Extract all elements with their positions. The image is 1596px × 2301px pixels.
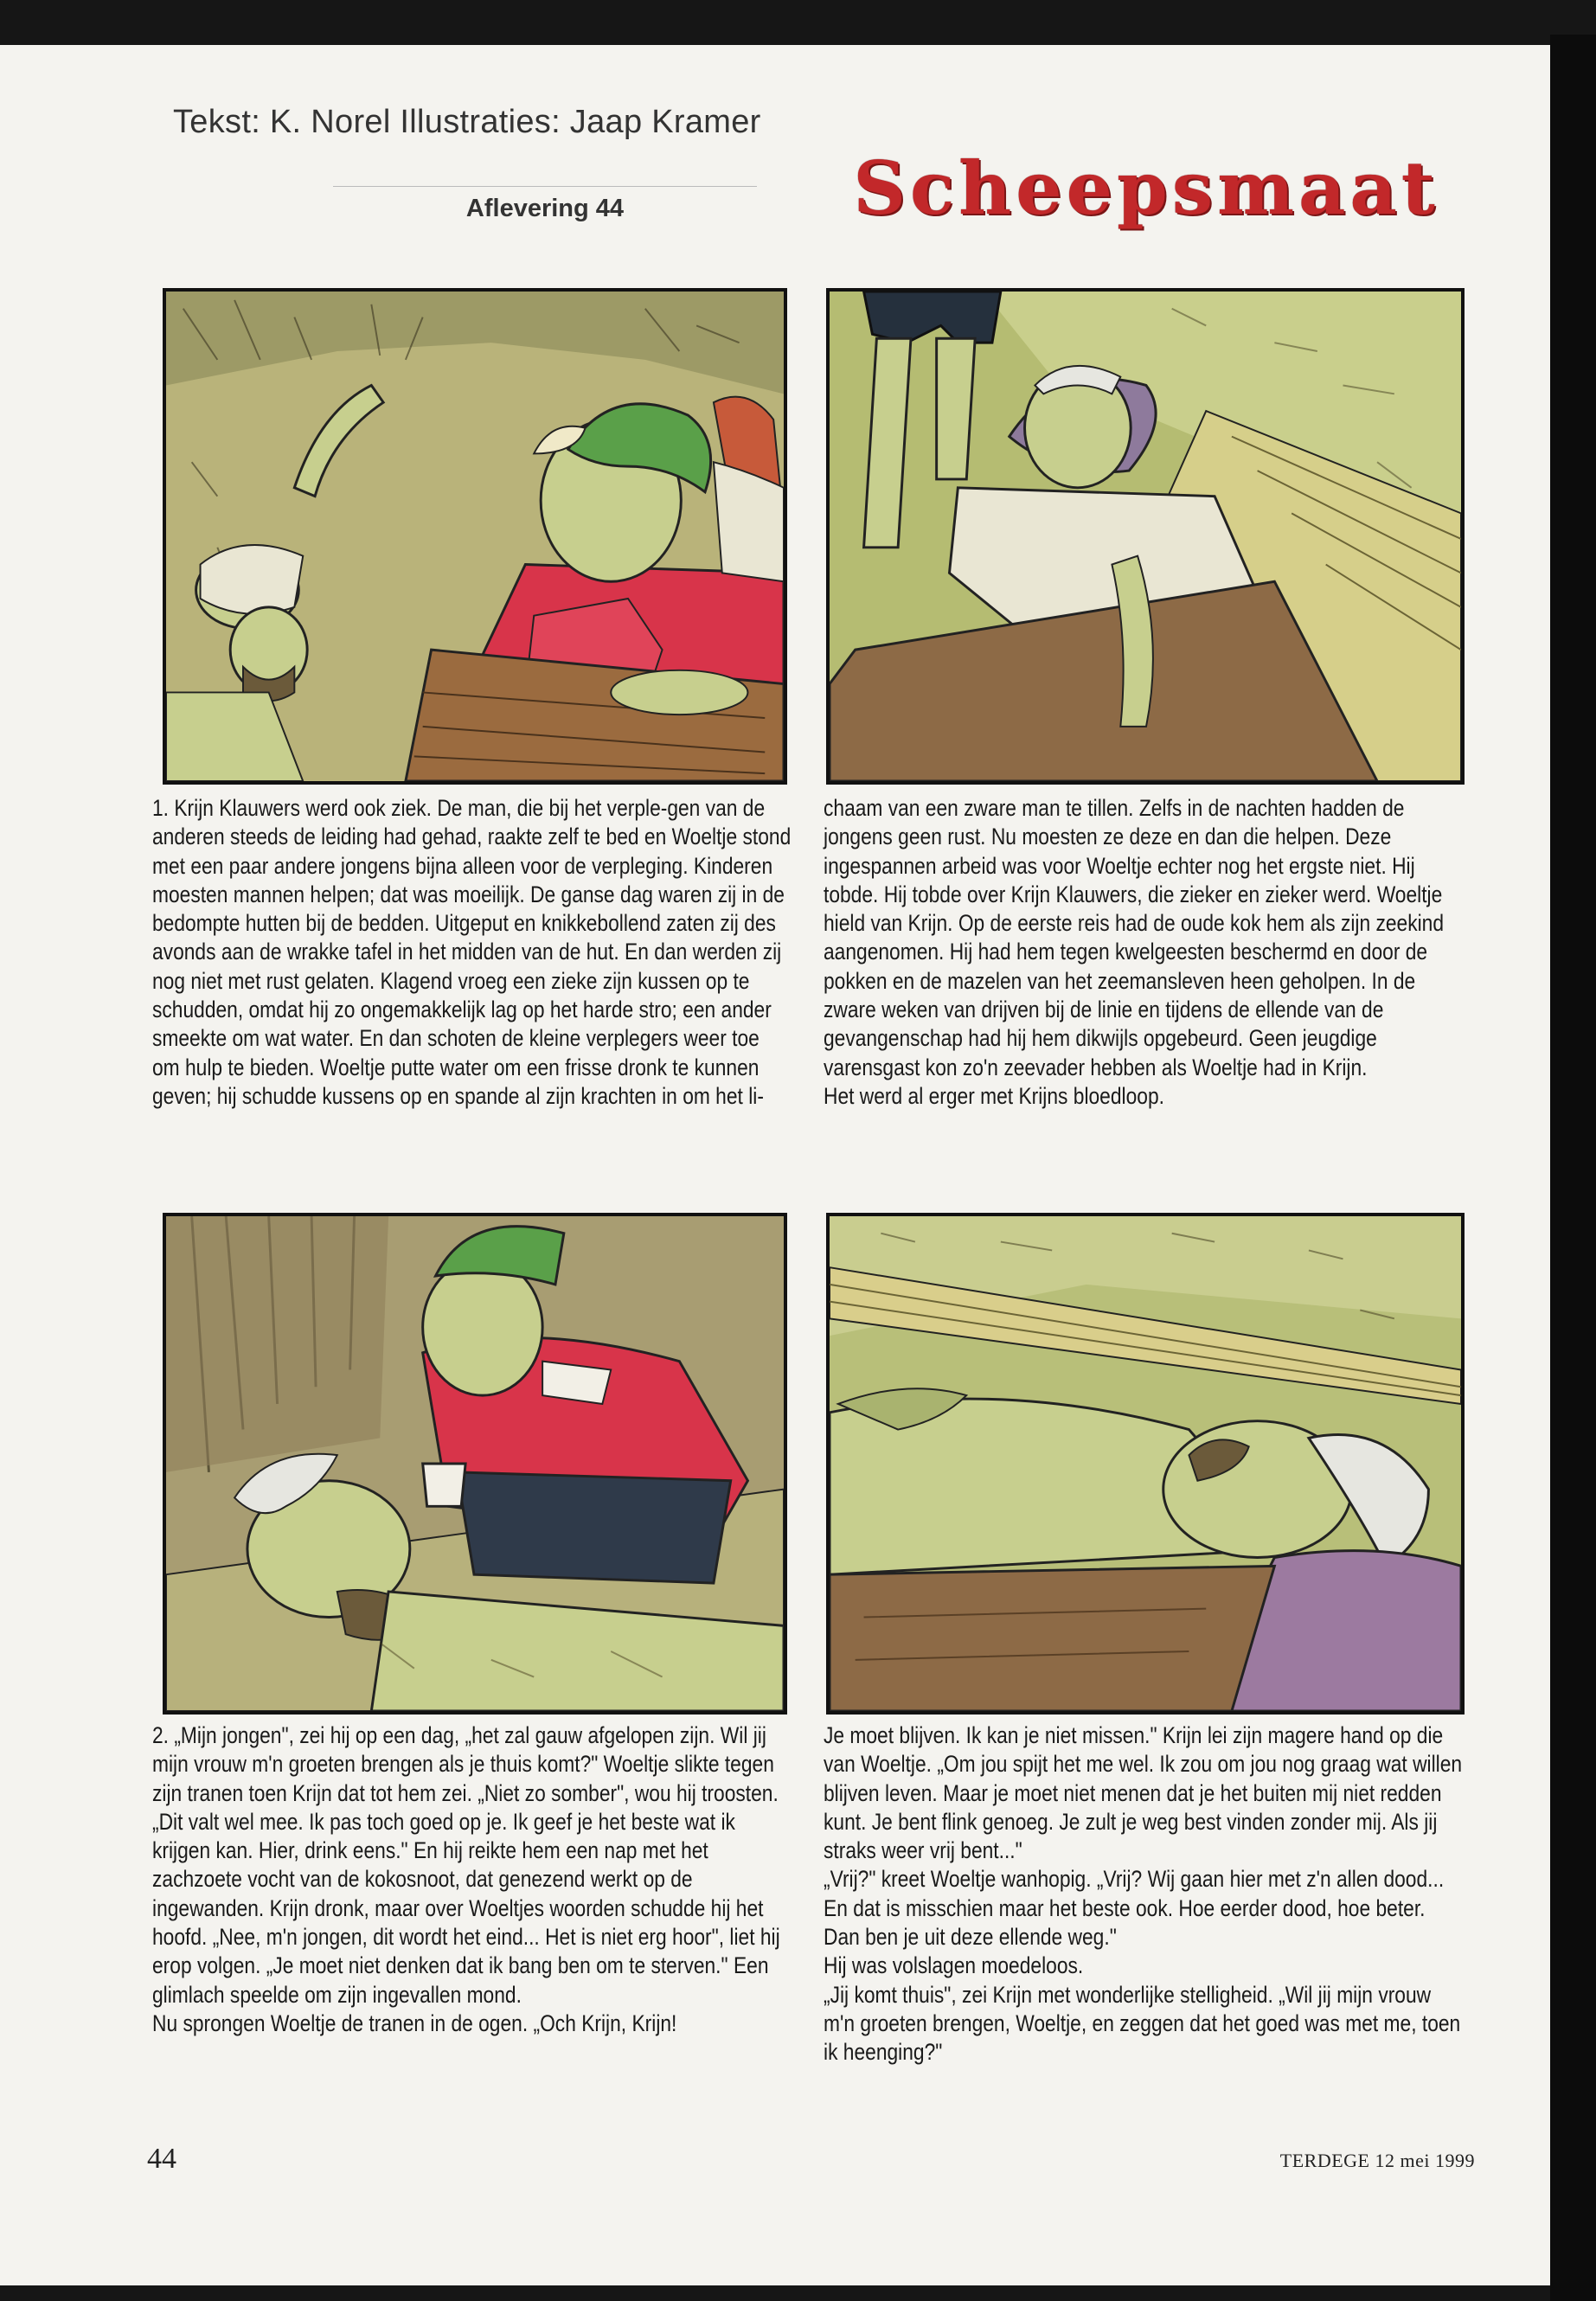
credits-divider [333, 186, 757, 187]
page-number: 44 [147, 2143, 176, 2175]
credits: Tekst: K. Norel Illustraties: Jaap Kramer [173, 104, 761, 140]
comic-title: Scheepsmaat [853, 145, 1439, 231]
story-paragraph: Je moet blijven. Ik kan je niet missen." Krijn lei zijn magere hand op die van Woeltje. „Om jou spijt het me wel. Ik zou om jou nog graag wat willen blijven leven. Maar je moet niet menen dat je het buiten mij niet redden kunt. Je bent flink genoeg. Je zult je weg best vinden zonder mij. Als jij straks weer vrij bent..." [824, 1722, 1463, 1864]
story-paragraph: Nu sprongen Woeltje de tranen in de ogen. „Och Krijn, Krijn! [152, 2009, 677, 2036]
story-paragraph: „Jij komt thuis", zei Krijn met wonderlijke stelligheid. „Wil jij mijn vrouw m'n groeten brengen, Woeltje, en zeggen dat het goed was met me, toen ik heenging?" [824, 1981, 1461, 2066]
panel-1-drawing [166, 292, 784, 781]
illustration-panel-2 [826, 288, 1465, 785]
story-paragraph: 2. „Mijn jongen", zei hij op een dag, „het zal gauw afgelopen zijn. Wil jij mijn vrouw m'n groeten brengen als je thuis komt?" Woeltje slikte tegen zijn tranen toen Krijn dat tot hem zei. „Niet zo somber", wou hij troosten. „Dit valt wel mee. Ik pas toch goed op je. Ik geef je het beste wat ik krijgen kan. Hier, drink eens." En hij reikte hem een nap met het zachzoete vocht van de kokosnoot, dat genezend werkt op de ingewanden. Krijn dronk, maar over Woeltjes woorden schudde hij het hoofd. „Nee, m'n jongen, dit wordt het eind... Het is niet erg hoor", liet hij erop volgen. „Je moet niet denken dat ik bang ben om te sterven." Een glimlach speelde om zijn ingevallen mond. [152, 1722, 780, 2008]
panel-2-drawing [830, 292, 1461, 781]
story-paragraph: 1. Krijn Klauwers werd ook ziek. De man, die bij het verple-gen van de anderen steeds de leiding had gehad, raakte zelf te bed en Woeltje stond met een paar andere jongens bijna alleen voor de verpleging. Kinderen moesten mannen helpen; dat was moeilijk. De ganse dag waren zij in de bedompte hutten bij de bedden. Uitgeput en knikkebollend zaten zij des avonds aan de wrakke tafel in het midden van de hut. En dan werden zij nog niet met rust gelaten. Klagend vroeg een zieke zijn kussen op te schudden, omdat hij zo ongemakkelijk lag op het harde stro; een ander smeekte om wat water. En dan schoten de kleine verplegers weer toe om hulp te bieden. Woeltje putte water om een frisse dronk te kunnen geven; hij schudde kussens op en spande al zijn krachten in om het li- [152, 795, 792, 1109]
scan-edge [1550, 35, 1596, 2301]
issue-date: TERDEGE 12 mei 1999 [1279, 2150, 1475, 2171]
story-paragraph: „Vrij?" kreet Woeltje wanhopig. „Vrij? Wij gaan hier met z'n allen dood... En dat is misschien maar het beste ook. Hoe eerder dood, hoe beter. Dan ben je uit deze ellende weg." [824, 1866, 1445, 1951]
story-text-column-4 [824, 1721, 1464, 2067]
story-text-column-2 [824, 794, 1464, 1111]
panel-3-drawing [166, 1216, 784, 1711]
panel-4-drawing [830, 1216, 1461, 1711]
illustration-panel-1 [163, 288, 787, 785]
illustration-panel-3 [163, 1213, 787, 1715]
episode-label: Aflevering 44 [465, 195, 625, 222]
illustration-panel-4 [826, 1213, 1465, 1715]
story-text-column-1 [152, 794, 792, 1111]
story-text-column-3 [152, 1721, 792, 2038]
story-paragraph: Het werd al erger met Krijns bloedloop. [824, 1082, 1164, 1109]
story-paragraph: Hij was volslagen moedeloos. [824, 1952, 1084, 1979]
story-paragraph: chaam van een zware man te tillen. Zelfs in de nachten hadden de jongens geen rust. Nu moesten ze deze en dan die helpen. Deze ingespannen arbeid was voor Woeltje echter nog het ergste niet. Hij tobde. Hij tobde over Krijn Klauwers, die zieker en zieker werd. Woeltje hield van Krijn. Op de eerste reis had de oude kok hem als zijn zeekind aangenomen. Hij had hem tegen kwelgeesten beschermd en door de pokken en de mazelen van het zeemansleven heen geholpen. In de zware weken van drijven bij de linie en tijdens de ellende van de gevangenschap had hij hem dikwijls opgebeurd. Geen jeugdige varensgast kon zo'n zeevader hebben als Woeltje had in Krijn. [824, 795, 1445, 1080]
